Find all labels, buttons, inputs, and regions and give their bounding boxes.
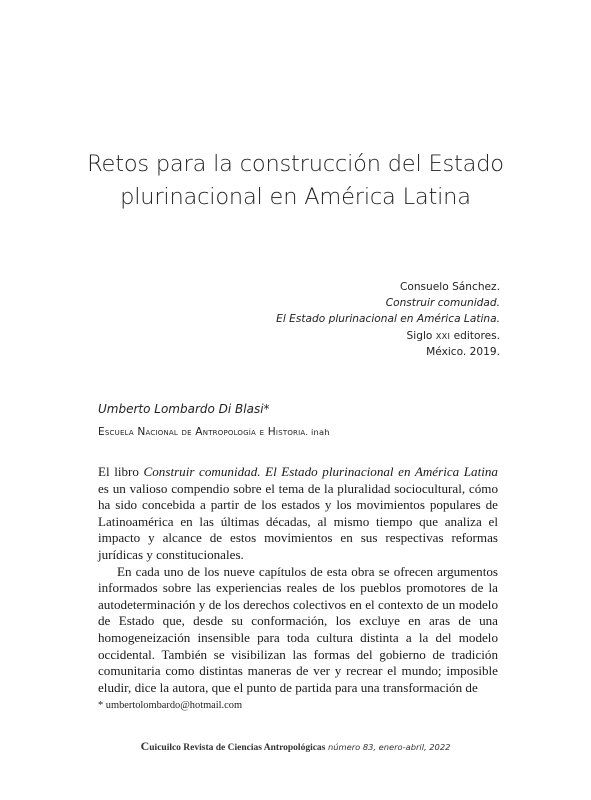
reviewed-place-year: México. 2019. xyxy=(426,345,500,358)
reviewed-publisher xyxy=(276,328,500,344)
affiliation-main: Escuela Nacional de Antropología e Historia xyxy=(98,426,306,438)
journal-name xyxy=(140,739,326,753)
review-author-affiliation xyxy=(98,426,330,438)
article-title xyxy=(60,148,531,214)
publisher-small-caps: XXI xyxy=(435,330,451,341)
paragraph-1-start: El libro xyxy=(98,464,144,479)
footnote: * umbertolombardo@hotmail.com xyxy=(98,700,243,711)
journal-name-rest: uicuilco Revista de Ciencias Antropológicas xyxy=(149,743,326,753)
review-author-name: Umberto Lombardo Di Blasi* xyxy=(98,402,270,416)
reviewed-book-title-1: Construir comunidad. xyxy=(385,297,500,310)
page-footer xyxy=(0,739,591,754)
publisher-prefix: Siglo xyxy=(406,329,436,342)
title-line-1: Retos para la construcción del Estado xyxy=(87,151,504,177)
article-body xyxy=(98,464,498,696)
reviewed-work-reference xyxy=(276,279,500,360)
journal-initial: C xyxy=(140,739,150,753)
paragraph-1-book-title: Construir comunidad. El Estado plurinacional en América Latina xyxy=(143,464,498,479)
reviewed-author: Consuelo Sánchez. xyxy=(399,281,500,293)
issue-info: número 83, enero-abril, 2022 xyxy=(325,742,451,752)
reviewed-book-title-2: El Estado plurinacional en América Latina. xyxy=(276,313,500,326)
paragraph-1 xyxy=(98,464,498,564)
paragraph-2: En cada uno de los nueve capítulos de esta obra se ofrecen argumentos informados sobre las experiencias reales de los pueblos promotores de la autodeterminación y de los derechos colectivos en el contexto de un modelo de Estado que, desde su conformación, los excluye en aras de una homogeneización insensible para toda cultura distinta a la del modelo occidental. También se visibilizan las formas del gobierno de tradición comunitaria como distintas maneras de ver y recrear el mundo; imposible eludir, dice la autora, que el punto de partida para una transformación de xyxy=(98,563,498,695)
title-line-2: plurinacional en América Latina xyxy=(120,184,471,210)
paragraph-1-rest: es un valioso compendio sobre el tema de la pluralidad sociocultural, cómo ha sido concebida a partir de los estados y los movimientos populares de Latinoamérica en las últimas décadas, al mismo tiempo que analiza el impacto y alcance de estos movimientos en sus respectivas reformas jurídicas y constitucionales. xyxy=(98,480,498,562)
publisher-suffix: editores. xyxy=(450,329,500,342)
affiliation-suffix: . inah xyxy=(305,427,330,437)
